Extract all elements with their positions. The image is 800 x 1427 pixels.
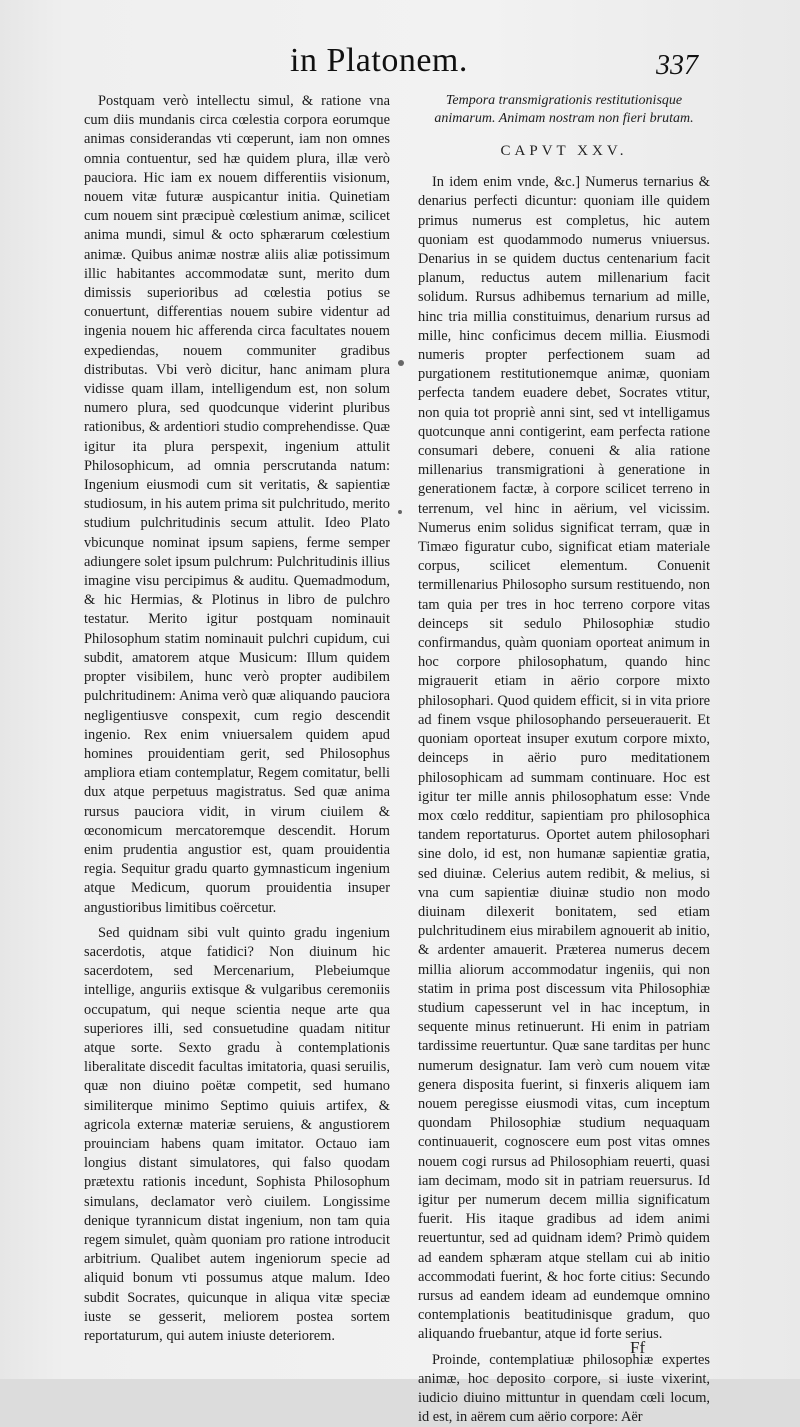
chapter-summary: Tempora transmigrationis restitutionisque animarum. Animam nostram non fieri brutam. [434,93,694,126]
left-paragraph: Sed quidnam sibi vult quinto gradu ingenium sacerdotis, atque fatidici? Non diuinum hic sacerdotem, sed Mercenarium, Plebeiumque intellige, anguriis extisque & vulgaribus ceremoniis occupatum, qui neque scientia neque arte qua superiores illi, sed consuetudine quadam nititur atque sorte. Sexto gradu à contemplationis liberalitate discedit facultas imitatoria, quasi seruilis, quæ non diuino poëtæ competit, sed humano similiterque minimo Septimo quiuis artifex, & agricola externæ materiæ seruiens, & angustiorem prouinciam habens quam imitator. Octauo iam longius distant simulatores, qui falso quodam prætextu rationis incedunt, Sophista Philosophum simulans, declamator verò ciuilem. Longissime denique tyrannicum distat ingenium, non tam quia regem simulet, quàm quoniam pro ratione introducit arbitrium. Qualibet autem ingeniorum specie ad aliquid bonum vti possumus atque malum. Ideo subdit Socrates, quicunque in aliqua vitæ speciæ iuste se gesserit, meliorem postea sortem reportaturum, qui autem iniuste deteriorem. [84,924,390,1344]
running-head: in Platonem. [290,42,468,79]
margin-dot [398,360,404,366]
signature-mark: Ff [630,1338,646,1357]
margin-dot [398,510,402,514]
right-column [418,92,710,1427]
left-column [84,92,390,1346]
right-paragraph: In idem enim vnde, &c.] Numerus ternarius & denarius perfecti dicuntur: quoniam ille quidem primus numerus est completus, hic autem quoniam est quodammodo numerus vniuersus. Denarius in se quidem ductus centenarium facit planum, reductus autem millenarium facit solidum. Rursus adhibemus ternarium ad mille, hinc tria millia constituimus, denarium rursus ad mille, hinc conficimus decem millia. Eiusmodi numeris propter perfectionem suam ad purgationem restitutionemque animæ, quoniam perfecta tandem euadere debet, Socrates vtitur, non quia tot propriè anni sint, sed vt intelligamus quotcunque anni contigerint, eam perfecta ratione consumari debere, conueni & alia ratione millenarius transmigrationi à generatione in generationem factæ, à corpore scilicet terreno in terrenum, vel hinc in aërium, vel vicissim. Numerus enim solidus significat terram, quæ in Timæo figuratur cubo, significat etiam materiale corpus, scilicet elementum. Conuenit termillenarius Philosopho sursum restituendo, non tam quia per tres in hoc terreno corpore vitas deinceps sit sedulo Philosophiæ studio confirmandus, quàm quoniam oporteat animum in hoc corpore philosophatum, quando hinc migrauerit etiam in aërio corpore mixto philosophari. Quod quidem efficit, si in vita priore ad finem vsque philosophando perseuerauerit. Et quoniam oporteat insuper exutum corpore mixto, deinceps in aërio puro meditationem philosophicam ad summam continuare. Hoc est igitur ter mille annis philosophatum esse: Vnde mox cœlo redditur, sapientiam pro philosophica tandem reportaturus. Oportet autem philosophari sine dolo, id est, non humanæ sapientiæ gratia, sed diuinæ. Celerius autem redibit, & melius, si vna cum sapientiæ diuinæ studio non modo diuinam dilexerit bonitatem, sed etiam pulchritudinem eius mirabilem agnouerit ab initio, & ardenter amauerit. Præterea numerus decem millia aliorum accommodatur ingeniis, qui non statim in prima post discessum vita Philosophiæ studium capesserunt vel in hac inceptum, in sequente minus retinuerunt. Hi enim in patriam tardissime reuertuntur. Quæ sane tarditas per hunc numerum designatur. Iam verò cum nouem vitæ genera disposita fuerint, si finxeris aliquem iam nouem peregisse eiusmodi vitas, cum inceptum quondam Philosophiæ studium nequaquam continuauerit, cognoscere eum post vitas omnes nouem cogi rursus ad Philosophiam reuerti, quasi iam decimam, modo sit in patriam reuersurus. Id igitur per numerum decem millia significatum fuerit. His itaque gradibus ad idem animi reuertuntur, sed ad quidnam idem? Primò quidem ad eandem sphæram atque stellam cui ab initio accommodati fuerint, & hoc forte citius: Secundo rursus ad eandem ideam ad eundemque omnino contemplationis beatitudinisque gradum, quo aliquando fruebantur, atque id forte serius. [418,174,710,1343]
chapter-heading: CAPVT XXV. [500,143,628,159]
left-paragraph: Postquam verò intellectu simul, & ratione vna cum diis mundanis circa cœlestia corpora eorumque animas considerandas vti cœperunt, iam non omnes omnia contuentur, sed hæ quidem plura, illæ verò pauciora. Hic iam ex nouem differentiis visionum, nouem vitæ futuræ auspicantur initia. Quinetiam cum nouem sint præcipuè cœlestium animæ, scilicet anima mundi, simul & octo sphærarum cœlestium animæ. Quibus animæ nostræ aliis aliæ potissimum illic habitantes accommodatæ sunt, merito dum dimissis superioribus ad cœlestia potius se conuertunt, differentias nouem subire videntur ad ingenia nouem hic afferenda circa facultates nouem expediendas, nouem communiter gradibus distributas. Vbi verò dicitur, hanc animam plura vidisse quam illam, intelligendum est, non solum numero plura, sed quodcunque viderint pluribus rationibus, & ardentiori studio comprehendisse. Quæ igitur ita plura perspexit, ingenium attulit Philosophicum, ad omnia perscrutanda natum: Ingenium eiusmodi cum sit veritatis, & sapientiæ studiosum, in his autem prima sit pulchritudo, merito studium pulchritudinis secum attulit. Ideo Plato vbicunque nominat ipsum sapiens, ferme semper adiungere solet ipsum pulchrum: Pulchritudinis illius imagine visu percipimus & auditu. Quemadmodum, & hic Hermias, & Plotinus in libro de pulchro testatur. Merito igitur postquam nominauit Philosophum statim nominauit pulchri cupidum, cui subdit, amatorem atque Musicum: Illum quidem propter visibilem, hunc verò propter audibilem pulchritudinem: Anima verò quæ aliquando pauciora negligentiusve conspexit, cum regio descendit ingenio. Rex enim vniuersalem quidem apud homines prouidentiam gerit, sed Philosophus ampliora etiam contemplatur, Regem comitatur, belli dux atque perpetuus magistratus. Sed quæ anima rursus pauciora vidit, in virum ciuilem & œconomicum mercatoremque descendit. Horum enim prudentia angustior est, quam prouidentia regia. Sequitur gradu quarto gymnasticum ingenium atque Medicum, quorum prouidentia insuper angustioribus limitibus coërcetur. [84,93,390,916]
right-paragraph: Proinde, contemplatiuæ philosophiæ expertes animæ, hoc deposito corpore, si iuste vixerint, iudicio diuino mittuntur in quendam cœli locum, id est, in aërem cum aërio corpore: Aër [418,1351,710,1426]
page-number: 337 [656,50,698,81]
